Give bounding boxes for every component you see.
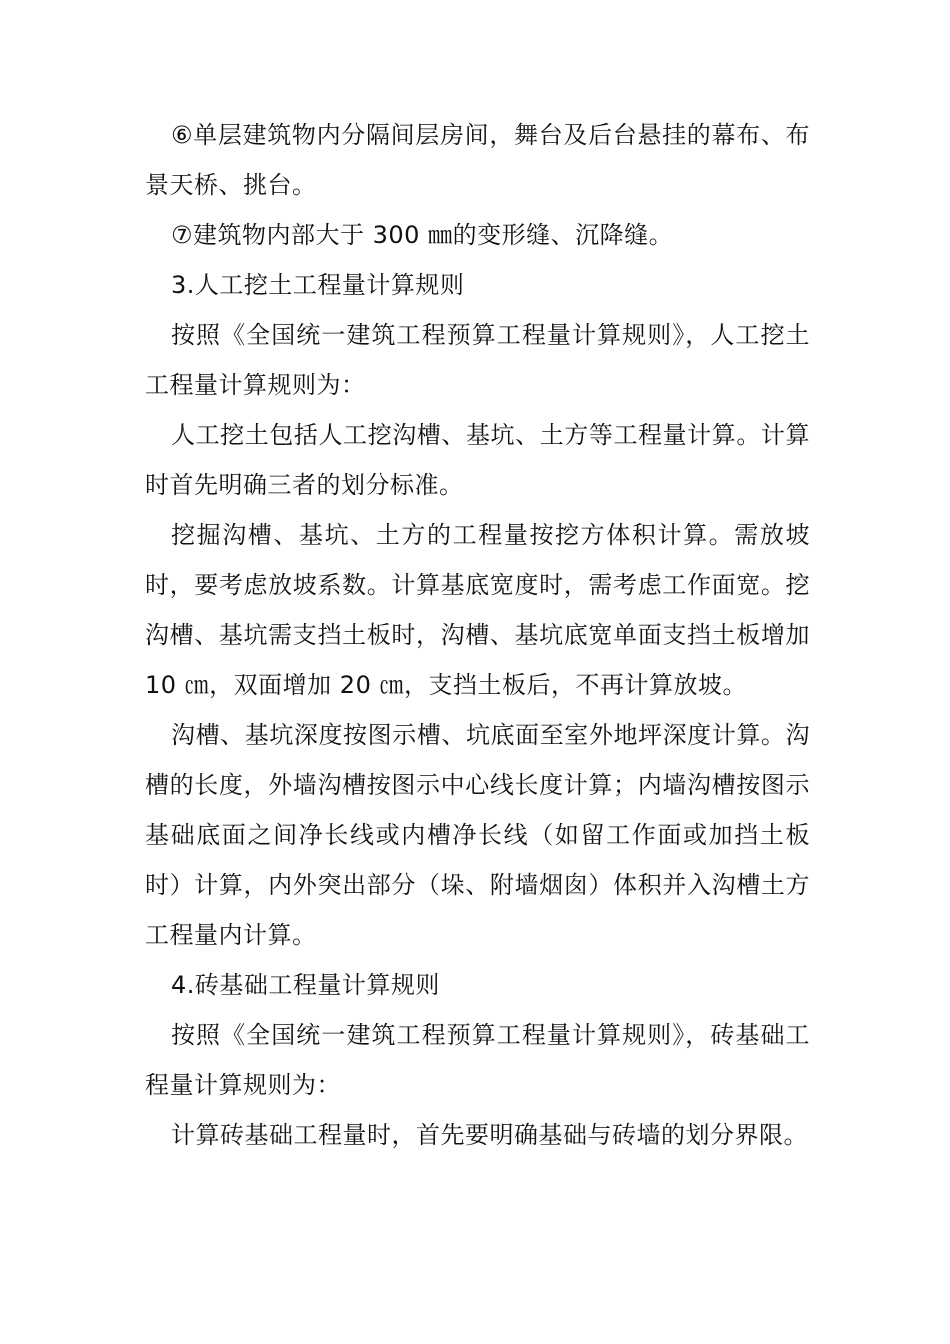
paragraph: ⑥单层建筑物内分隔间层房间，舞台及后台悬挂的幕布、布景天桥、挑台。 <box>145 121 810 199</box>
paragraph: ⑦建筑物内部大于 300 ㎜的变形缝、沉降缝。 <box>171 221 674 249</box>
paragraph: 人工挖土包括人工挖沟槽、基坑、土方等工程量计算。计算时首先明确三者的划分标准。 <box>145 421 810 499</box>
paragraph: 按照《全国统一建筑工程预算工程量计算规则》，砖基础工程量计算规则为： <box>145 1021 810 1099</box>
paragraph: 计算砖基础工程量时，首先要明确基础与砖墙的划分界限。 <box>171 1121 808 1149</box>
section-heading: 4.砖基础工程量计算规则 <box>171 971 440 999</box>
document-body <box>145 110 810 1160</box>
section-heading: 3.人工挖土工程量计算规则 <box>171 271 465 299</box>
paragraph: 挖掘沟槽、基坑、土方的工程量按挖方体积计算。需放坡时，要考虑放坡系数。计算基底宽度时，需考虑工作面宽。挖沟槽、基坑需支挡土板时，沟槽、基坑底宽单面支挡土板增加 10 ㎝，双面增加 20 ㎝，支挡土板后，不再计算放坡。 <box>145 521 810 699</box>
paragraph: 按照《全国统一建筑工程预算工程量计算规则》，人工挖土工程量计算规则为： <box>145 321 810 399</box>
paragraph: 沟槽、基坑深度按图示槽、坑底面至室外地坪深度计算。沟槽的长度，外墙沟槽按图示中心线长度计算；内墙沟槽按图示基础底面之间净长线或内槽净长线（如留工作面或加挡土板时）计算，内外突出部分（垛、附墙烟囱）体积并入沟槽土方工程量内计算。 <box>145 721 810 949</box>
